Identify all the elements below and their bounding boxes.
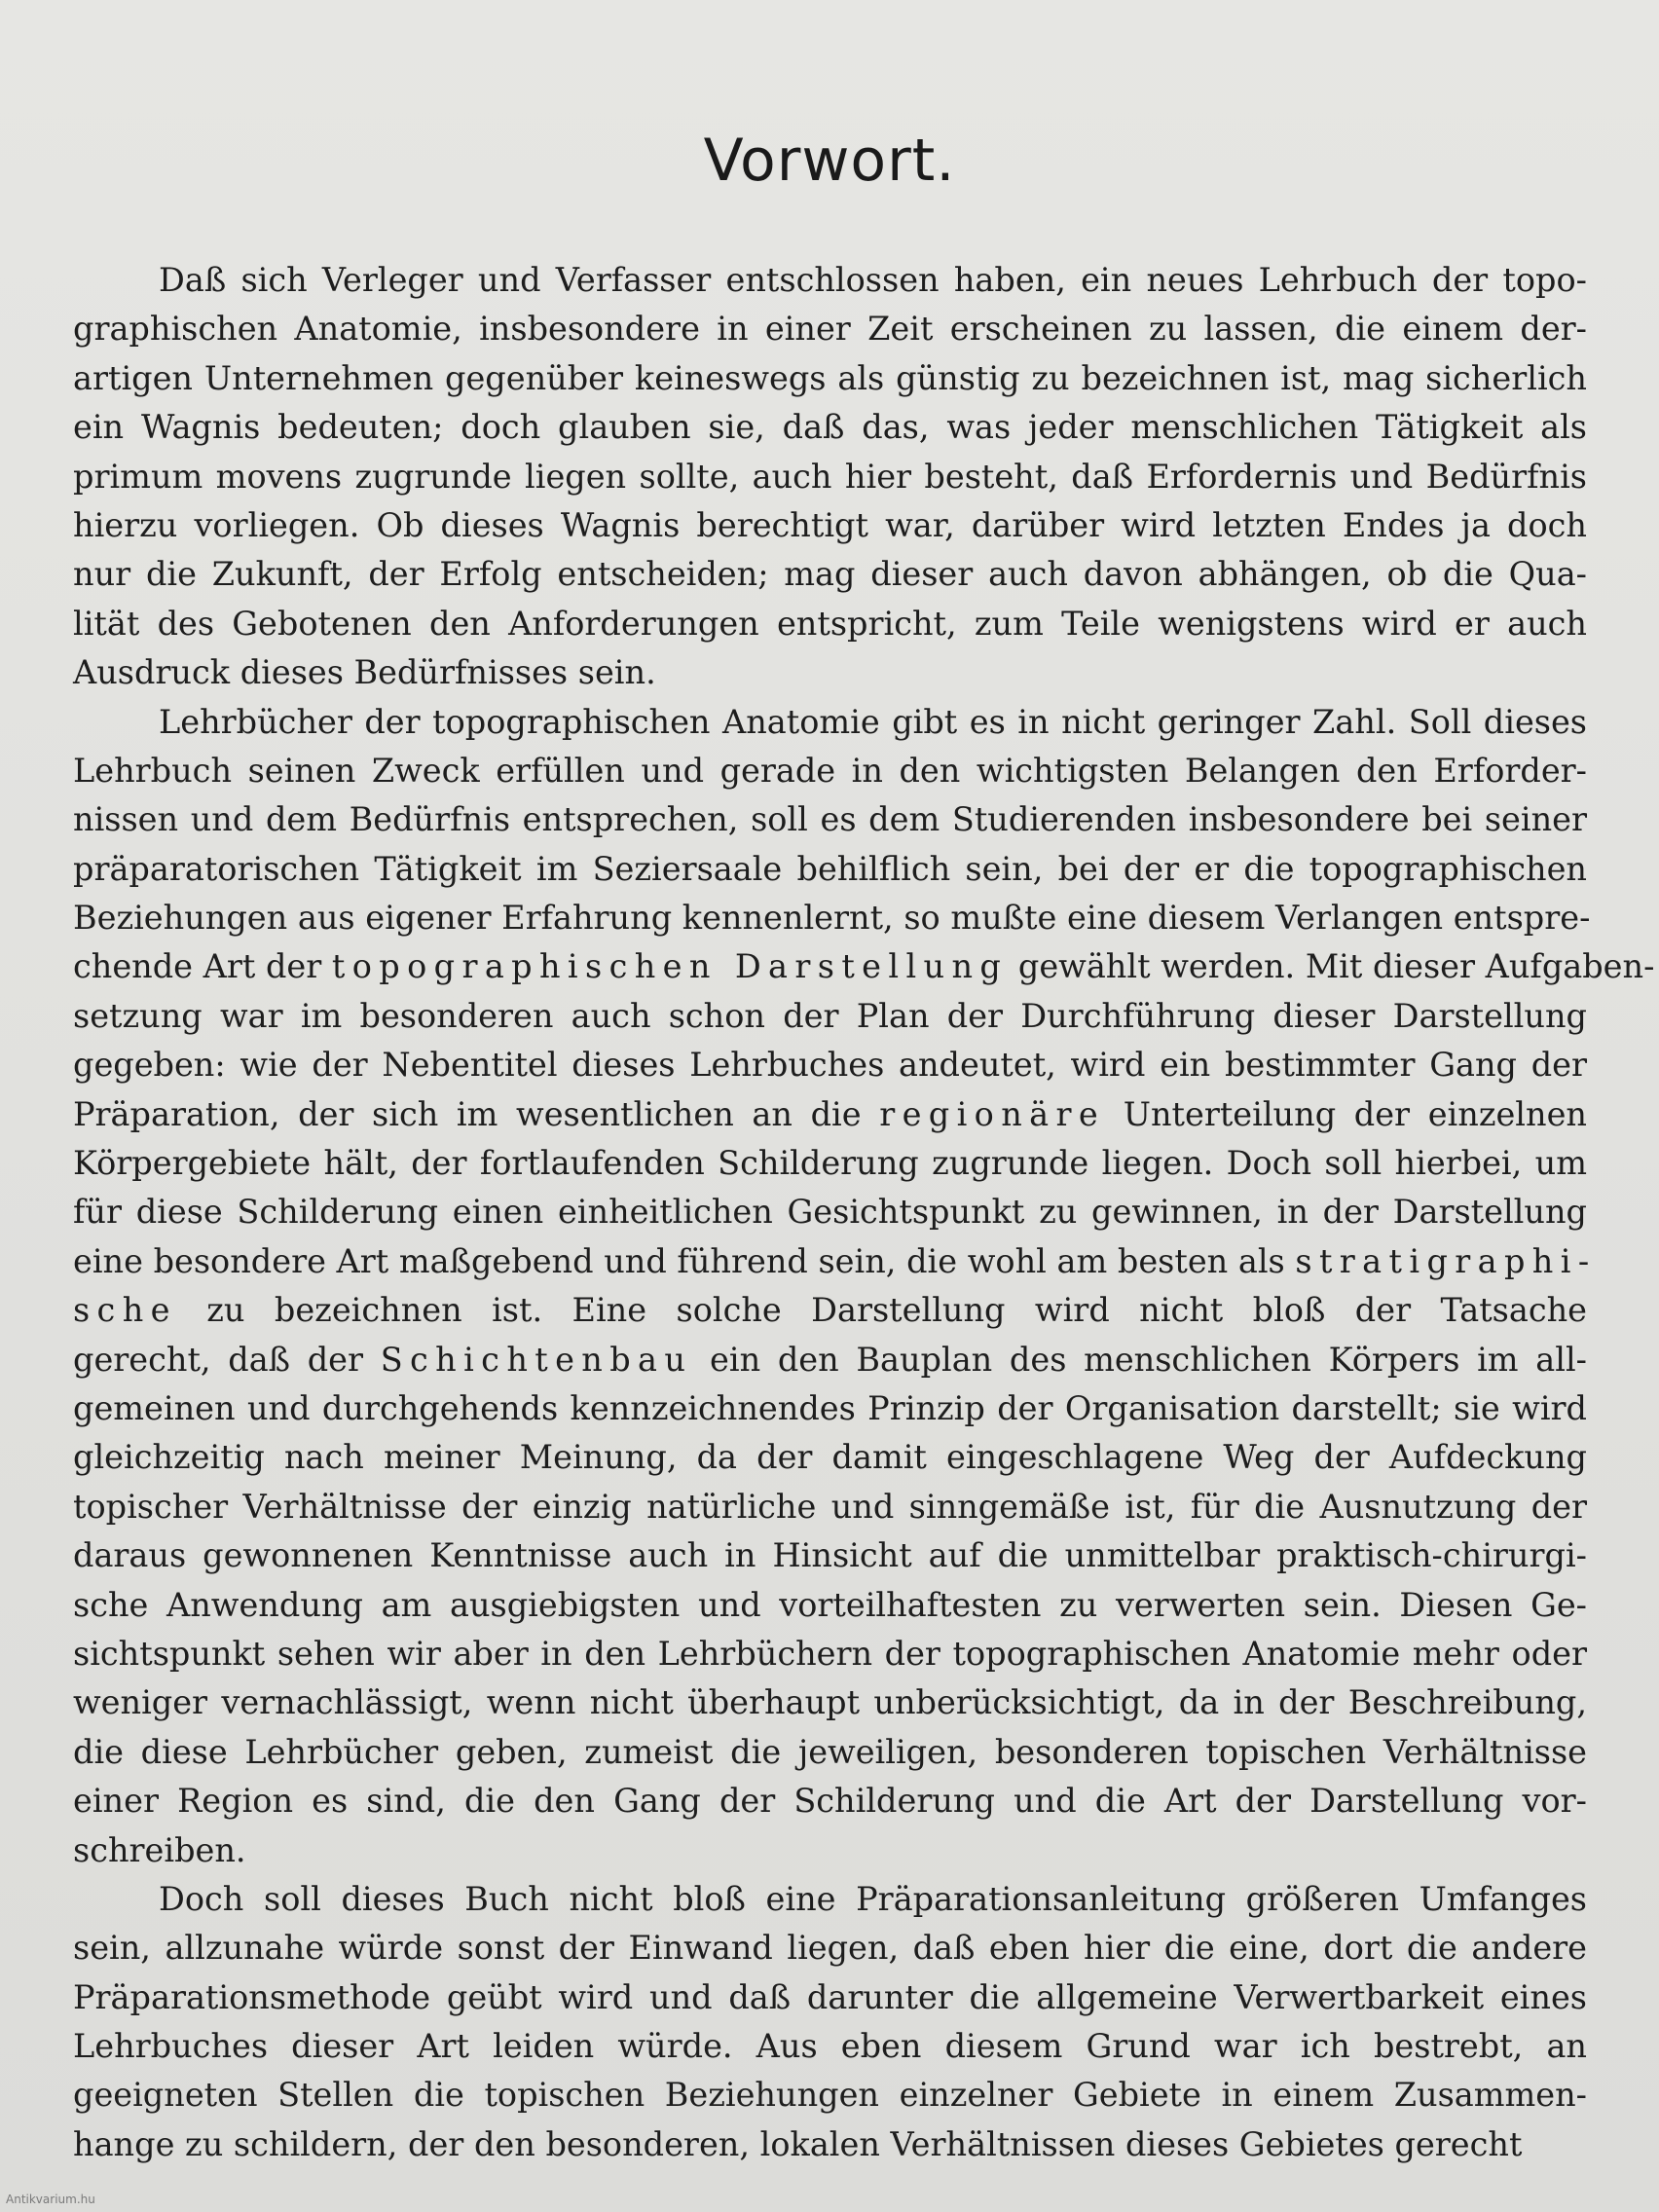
text-line: gegeben: wie der Nebentitel dieses Lehrbuches andeutet, wird ein bestimmter Gang der (73, 1046, 1587, 1085)
text-line: artigen Unternehmen gegenüber keineswegs als günstig zu bezeichnen ist, mag sicherlich (73, 358, 1587, 397)
text-line: nissen und dem Bedürfnis entsprechen, soll es dem Studierenden insbesondere bei seiner (73, 800, 1587, 839)
emphasis-spaced: Schichtenbau (380, 1340, 693, 1379)
text-line: für diese Schilderung einen einheitlichen Gesichtspunkt zu gewinnen, in der Darstellung (73, 1193, 1587, 1232)
text-line: schreiben. (73, 1830, 246, 1869)
text-line: einer Region es sind, die den Gang der Schilderung und die Art der Darstellung vor- (73, 1782, 1587, 1821)
text-segment: gewählt werden. Mit dieser Aufgaben- (1008, 947, 1655, 986)
text-line: gemeinen und durchgehends kennzeichnendes Prinzip der Organisation darstellt; sie wird (73, 1388, 1587, 1427)
text-line: sichtspunkt sehen wir aber in den Lehrbüchern der topographischen Anatomie mehr oder (73, 1634, 1587, 1673)
text-line: weniger vernachlässigt, wenn nicht überhaupt unberücksichtigt, da in der Beschreibung, (73, 1683, 1587, 1722)
text-segment: ein den Bauplan des menschlichen Körpers im all- (692, 1340, 1587, 1379)
text-line: Ausdruck dieses Bedürfnisses sein. (73, 653, 656, 692)
text-line: daraus gewonnenen Kenntnisse auch in Hinsicht auf die unmittelbar praktisch-chirurgi- (73, 1536, 1587, 1575)
text-line: Lehrbücher der topographischen Anatomie gibt es in nicht geringer Zahl. Soll dieses (159, 702, 1587, 741)
text-line: lität des Gebotenen den Anforderungen entspricht, zum Teile wenigstens wird er auch (73, 604, 1587, 643)
emphasis-spaced: regionäre (879, 1094, 1106, 1133)
page-title: Vorwort. (703, 127, 956, 195)
text-line: Körpergebiete hält, der fortlaufenden Schilderung zugrunde liegen. Doch soll hierbei, um (73, 1144, 1587, 1183)
text-segment: zu bezeichnen ist. Eine solche Darstellung wird nicht bloß der Tatsache (176, 1291, 1587, 1330)
text-line: hierzu vorliegen. Ob dieses Wagnis berechtigt war, darüber wird letzten Endes ja doch (73, 505, 1587, 544)
text-line (73, 1090, 1587, 1139)
text-line (73, 1237, 1597, 1286)
text-line: ein Wagnis bedeuten; doch glauben sie, daß das, was jeder menschlichen Tätigkeit als (73, 408, 1587, 447)
text-line: Lehrbuches dieser Art leiden würde. Aus eben diesem Grund war ich bestrebt, an (73, 2027, 1587, 2066)
text-line: topischer Verhältnisse der einzig natürliche und sinngemäße ist, für die Ausnutzung der (73, 1487, 1587, 1526)
text-line: präparatorischen Tätigkeit im Seziersaale behilflich sein, bei der er die topographischen (73, 849, 1587, 888)
text-line: die diese Lehrbücher geben, zumeist die jeweiligen, besonderen topischen Verhältnisse (73, 1732, 1587, 1771)
text-line: primum movens zugrunde liegen sollte, auch hier besteht, daß Erfordernis und Bedürfnis (73, 457, 1587, 496)
text-line: graphischen Anatomie, insbesondere in einer Zeit erscheinen zu lassen, die einem der- (73, 310, 1587, 349)
text-line: Daß sich Verleger und Verfasser entschlossen haben, ein neues Lehrbuch der topo- (159, 261, 1587, 299)
text-line (73, 1286, 1587, 1335)
text-line: Doch soll dieses Buch nicht bloß eine Präparationsanleitung größeren Umfanges (159, 1879, 1587, 1918)
text-line: sche Anwendung am ausgiebigsten und vorteilhaftesten zu verwerten sein. Diesen Ge- (73, 1585, 1587, 1624)
text-line (73, 942, 1655, 991)
text-line: hange zu schildern, der den besonderen, lokalen Verhältnissen dieses Gebietes gerecht (73, 2124, 1523, 2163)
text-segment: Präparation, der sich im wesentlichen an die (73, 1094, 880, 1133)
emphasis-spaced: stratigraphi- (1295, 1241, 1597, 1280)
text-line: Lehrbuch seinen Zweck erfüllen und gerade in den wichtigsten Belangen den Erforder- (73, 751, 1587, 790)
text-line: sein, allzunahe würde sonst der Einwand liegen, daß eben hier die eine, dort die andere (73, 1929, 1587, 1968)
text-line: gleichzeitig nach meiner Meinung, da der damit eingeschlagene Weg der Aufdeckung (73, 1438, 1587, 1477)
body-text (73, 256, 1655, 2169)
text-segment: eine besondere Art maßgebend und führend sein, die wohl am besten als (73, 1241, 1296, 1280)
text-segment: chende Art der (73, 947, 332, 986)
text-line (73, 1336, 1587, 1384)
text-segment: gerecht, daß der (73, 1340, 381, 1379)
emphasis-spaced: topographischen Darstellung (331, 947, 1009, 986)
text-segment: Unterteilung der einzelnen (1105, 1094, 1587, 1133)
text-line: setzung war im besonderen auch schon der Plan der Durchführung dieser Darstellung (73, 996, 1587, 1035)
text-line: Beziehungen aus eigener Erfahrung kennenlernt, so mußte eine diesem Verlangen entspre- (73, 899, 1591, 938)
text-line: geeigneten Stellen die topischen Beziehungen einzelner Gebiete in einem Zusammen- (73, 2076, 1587, 2115)
text-line: nur die Zukunft, der Erfolg entscheiden; mag dieser auch davon abhängen, ob die Qua- (73, 555, 1587, 594)
watermark: Antikvarium.hu (6, 2193, 95, 2206)
emphasis-spaced: sche (73, 1291, 177, 1330)
text-line: Präparationsmethode geübt wird und daß darunter die allgemeine Verwertbarkeit eines (73, 1977, 1587, 2016)
